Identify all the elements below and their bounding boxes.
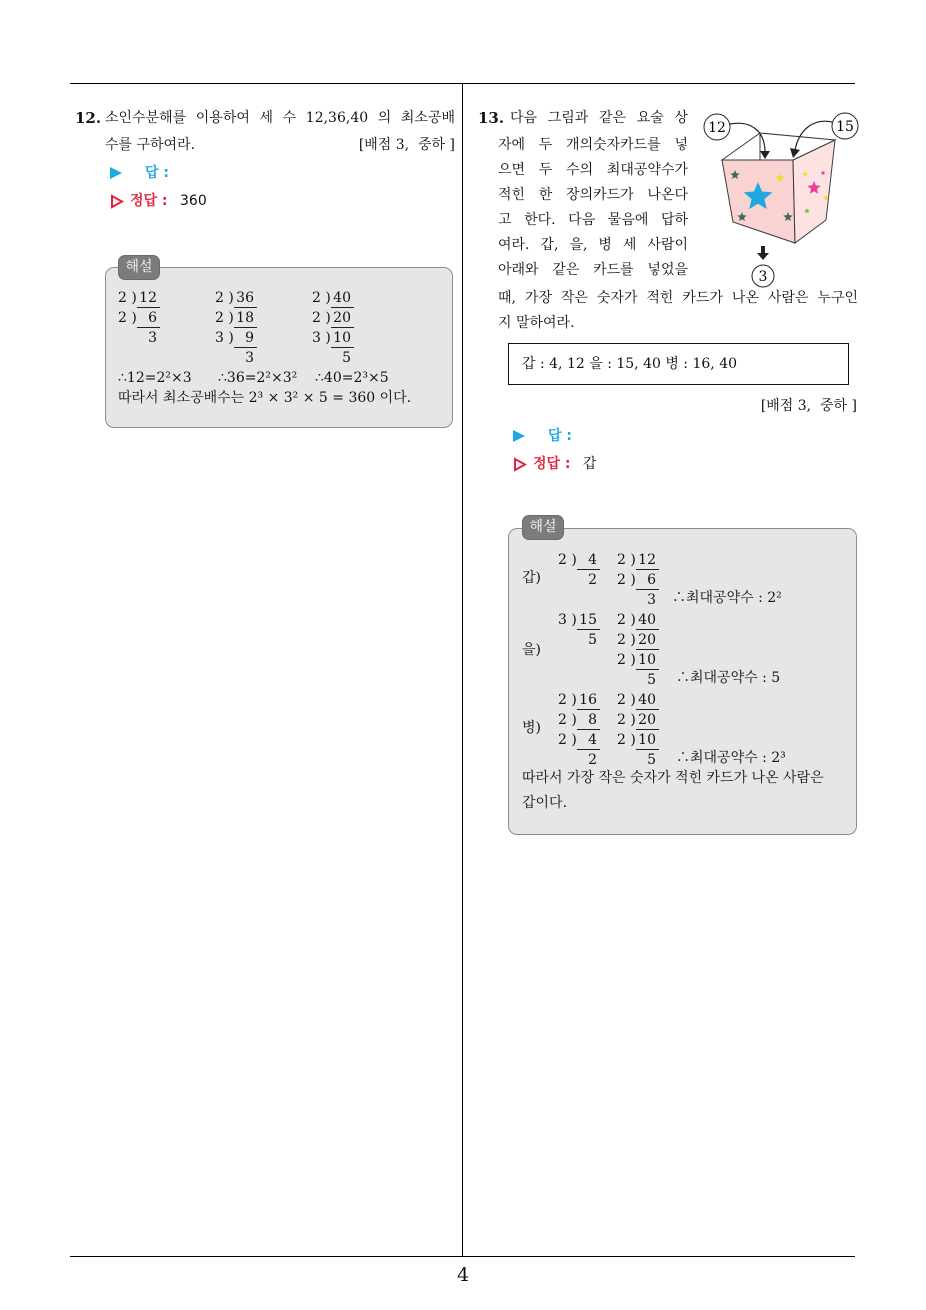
dividend: 15 (577, 612, 600, 630)
dividend: 16 (577, 692, 600, 710)
input-card-right-label: 15 (836, 119, 854, 135)
division-step (312, 328, 354, 348)
quotient: 5 (342, 350, 351, 366)
divisor: 2 ) (558, 712, 577, 728)
dividend: 36 (234, 290, 257, 308)
divisor: 2 ) (312, 290, 331, 306)
division-step (617, 690, 659, 710)
correct-answer-label: 정답 : (533, 456, 571, 472)
dividend: 40 (331, 290, 354, 308)
problem-text-line: 적힌 한 장의카드가 나온다 (498, 187, 688, 203)
divisor: 3 ) (558, 612, 577, 628)
division-quotient-row (617, 590, 659, 610)
case-label: 병) (522, 720, 541, 736)
division-step (558, 730, 600, 750)
divisor: 3 ) (312, 330, 331, 346)
division-ladder (558, 690, 600, 770)
problem-text-line: 다음 그림과 같은 요술 상 (510, 110, 688, 126)
divisor: 2 ) (312, 310, 331, 326)
division-quotient-row (558, 570, 600, 590)
divisor: 3 ) (215, 330, 234, 346)
division-step (118, 308, 160, 328)
dividend: 12 (137, 290, 160, 308)
case-label: 갑) (522, 570, 541, 586)
division-ladder (215, 288, 257, 368)
division-quotient-row (215, 348, 257, 368)
division-ladder (617, 690, 659, 770)
divisor: 2 ) (215, 290, 234, 306)
dividend: 18 (234, 310, 257, 328)
dividend: 10 (636, 652, 659, 670)
gcd-result: ∴최대공약수 : 2² (672, 590, 782, 606)
divisor: 2 ) (215, 310, 234, 326)
dividend: 4 (577, 732, 600, 750)
gcd-result: ∴최대공약수 : 5 (676, 670, 781, 686)
division-step (215, 308, 257, 328)
answer-label: 답 : (548, 428, 572, 444)
division-ladder (118, 288, 160, 348)
answer-label: 답 : (145, 165, 169, 181)
cards-text: 갑 : 4, 12 을 : 15, 40 병 : 16, 40 (522, 356, 738, 372)
bottom-rule (70, 1256, 855, 1257)
divisor: 2 ) (558, 732, 577, 748)
problem-text-line: 고 한다. 다음 물음에 답하 (498, 212, 688, 228)
divisor: 2 ) (617, 612, 636, 628)
dividend: 6 (137, 310, 160, 328)
divisor: 2 ) (617, 632, 636, 648)
dividend: 12 (636, 552, 659, 570)
divisor: 2 ) (558, 552, 577, 568)
dividend: 10 (636, 732, 659, 750)
dividend: 8 (577, 712, 600, 730)
division-step (312, 308, 354, 328)
problem-text-line: 으면 두 수의 최대공약수가 (498, 162, 688, 178)
correct-answer-value: 갑 (583, 456, 597, 472)
correct-answer-arrow-icon (513, 457, 527, 472)
division-ladder (558, 550, 600, 590)
quotient: 3 (148, 330, 157, 346)
correct-answer-arrow-icon (110, 194, 124, 209)
quotient: 2 (588, 752, 597, 768)
explanation-tab: 해설 (522, 515, 564, 540)
divisor: 2 ) (617, 572, 636, 588)
divisor: 2 ) (617, 712, 636, 728)
quotient: 3 (647, 592, 656, 608)
division-ladder (558, 610, 600, 650)
factorization-result: ∴36=2²×3² (218, 370, 298, 386)
division-step (617, 570, 659, 590)
problem-text-line: 자에 두 개의숫자카드를 넣 (498, 137, 688, 153)
division-ladder (312, 288, 354, 368)
division-step (617, 710, 659, 730)
division-quotient-row (617, 750, 659, 770)
division-step (558, 610, 600, 630)
quotient: 5 (647, 672, 656, 688)
output-arrow-stem (761, 246, 765, 254)
division-ladder (617, 550, 659, 610)
divisor: 2 ) (617, 552, 636, 568)
division-step (558, 550, 600, 570)
division-step (617, 650, 659, 670)
problem-text-line: 아래와 같은 카드를 넣었을 (498, 262, 688, 278)
divisor: 2 ) (118, 310, 137, 326)
dividend: 10 (331, 330, 354, 348)
correct-answer-value: 360 (180, 193, 207, 209)
problem-text-line: 여라. 갑, 을, 병 세 사람이 (498, 237, 688, 253)
output-arrow-head (757, 253, 769, 260)
division-step (617, 550, 659, 570)
dividend: 9 (234, 330, 257, 348)
dividend: 20 (331, 310, 354, 328)
division-step (558, 690, 600, 710)
dividend: 40 (636, 612, 659, 630)
division-step (617, 610, 659, 630)
quotient: 5 (647, 752, 656, 768)
division-quotient-row (312, 348, 354, 368)
problem-text-line: 때, 가장 작은 숫자가 적힌 카드가 나온 사람은 누구인 (498, 290, 858, 306)
divisor: 2 ) (558, 692, 577, 708)
quotient: 2 (588, 572, 597, 588)
divisor: 2 ) (617, 692, 636, 708)
explanation-tab: 해설 (118, 255, 160, 280)
division-step (118, 288, 160, 308)
factorization-result: ∴40=2³×5 (315, 370, 389, 386)
explanation-summary: 갑이다. (522, 795, 568, 811)
factorization-result: ∴12=2²×3 (118, 370, 192, 386)
page-number: 4 (456, 1264, 470, 1286)
division-quotient-row (617, 670, 659, 690)
correct-answer-label: 정답 : (130, 193, 168, 209)
dividend: 4 (577, 552, 600, 570)
case-label: 을) (522, 642, 541, 658)
problem-text-line: 지 말하여라. (498, 315, 575, 331)
problem-number: 13. (478, 109, 505, 127)
gcd-result: ∴최대공약수 : 2³ (676, 750, 786, 766)
division-step (617, 630, 659, 650)
division-quotient-row (118, 328, 160, 348)
column-divider (462, 83, 463, 1256)
problem-text-line: 수를 구하여라. (105, 137, 196, 153)
score-label: [배점 3, 중하 ] (760, 398, 857, 414)
dividend: 6 (636, 572, 659, 590)
divisor: 2 ) (617, 732, 636, 748)
explanation-summary: 따라서 최소공배수는 2³ × 3² × 5 = 360 이다. (118, 390, 412, 406)
division-step (617, 730, 659, 750)
divisor: 2 ) (617, 652, 636, 668)
problem-text-line: 소인수분해를 이용하여 세 수 12,36,40 의 최소공배 (105, 110, 455, 126)
division-quotient-row (558, 630, 600, 650)
magic-box-figure (697, 108, 867, 288)
answer-arrow-icon (110, 167, 122, 179)
quotient: 5 (588, 632, 597, 648)
output-card-label: 3 (758, 269, 768, 285)
divisor: 2 ) (118, 290, 137, 306)
division-step (215, 328, 257, 348)
division-step (558, 710, 600, 730)
division-step (312, 288, 354, 308)
explanation-summary: 따라서 가장 작은 숫자가 적힌 카드가 나온 사람은 (522, 770, 824, 786)
division-quotient-row (558, 750, 600, 770)
dividend: 40 (636, 692, 659, 710)
dividend: 20 (636, 712, 659, 730)
problem-number: 12. (75, 109, 102, 127)
dividend: 20 (636, 632, 659, 650)
quotient: 3 (245, 350, 254, 366)
answer-arrow-icon (513, 430, 525, 442)
division-step (215, 288, 257, 308)
score-label: [배점 3, 중하 ] (358, 137, 455, 153)
division-ladder (617, 610, 659, 690)
input-card-left-label: 12 (708, 120, 726, 136)
